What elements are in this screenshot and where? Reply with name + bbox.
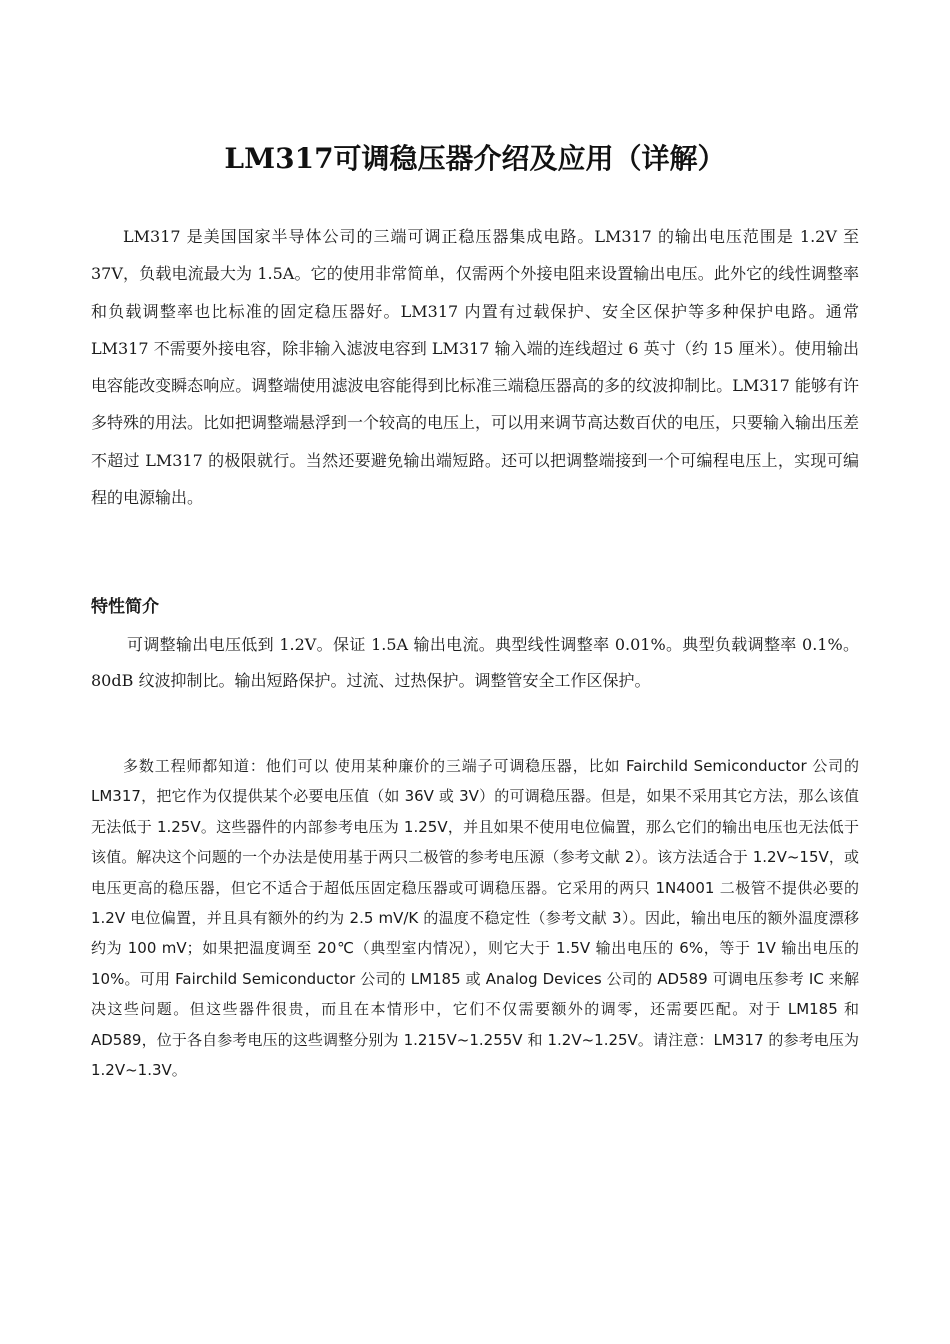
features-heading: 特性简介 <box>91 597 159 617</box>
document-title: LM317可调稳压器介绍及应用（详解） <box>224 141 726 175</box>
intro-paragraph: LM317 是美国国家半导体公司的三端可调正稳压器集成电路。LM317 的输出电压范围是 1.2V 至 37V，负载电流最大为 1.5A。它的使用非常简单，仅需两个外接电阻来设置输出电压。此外它的线性调整率和负载调整率也比标准的固定稳压器好。LM317 内置有过载保护、安全区保护等多种保护电路。通常 LM317 不需要外接电容，除非输入滤波电容到 LM317 输入端的连线超过 6 英寸（约 15 厘米）。使用输出电容能改变瞬态响应。调整端使用滤波电容能得到比标准三端稳压器高的多的纹波抑制比。LM317 能够有许多特殊的用法。比如把调整端悬浮到一个较高的电压上，可以用来调节高达数百伏的电压，只要输入输出压差不超过 LM317 的极限就行。当然还要避免输出端短路。还可以把调整端接到一个可编程电压上，实现可编程的电源输出。 <box>91 227 860 508</box>
engineers-paragraph: 多数工程师都知道：他们可以 使用某种廉价的三端子可调稳压器，比如 Fairchild Semiconductor 公司的 LM317，把它作为仅提供某个必要电压值（如 36V 或 3V）的可调稳压器。但是，如果不采用其它方法，那么该值无法低于 1.25V。这些器件的内部参考电压为 1.25V，并且如果不使用电位偏置，那么它们的输出电压也无法低于该值。解决这个问题的一个办法是使用基于两只二极管的参考电压源（参考文献 2）。该方法适合于 1.2V~15V，或电压更高的稳压器，但它不适合于超低压固定稳压器或可调稳压器。它采用的两只 1N4001 二极管不提供必要的 1.2V 电位偏置，并且具有额外的约为 2.5 mV/K 的温度不稳定性（参考文献 3）。因此，输出电压的额外温度漂移约为 100 mV；如果把温度调至 20℃（典型室内情况），则它大于 1.5V 输出电压的 6%，等于 1V 输出电压的 10%。可用 Fairchild Semiconductor 公司的 LM185 或 Analog Devices 公司的 AD589 可调电压参考 IC 来解决这些问题。但这些器件很贵，而且在本情形中，它们不仅需要额外的调零，还需要匹配。对于 LM185 和 AD589，位于各自参考电压的这些调整分别为 1.215V~1.255V 和 1.2V~1.25V。请注意：LM317 的参考电压为 1.2V~1.3V。 <box>91 757 859 1080</box>
features-paragraph: 可调整输出电压低到 1.2V。保证 1.5A 输出电流。典型线性调整率 0.01%。典型负载调整率 0.1%。80dB 纹波抑制比。输出短路保护。过流、过热保护。调整管安全工作区保护。 <box>91 635 859 690</box>
